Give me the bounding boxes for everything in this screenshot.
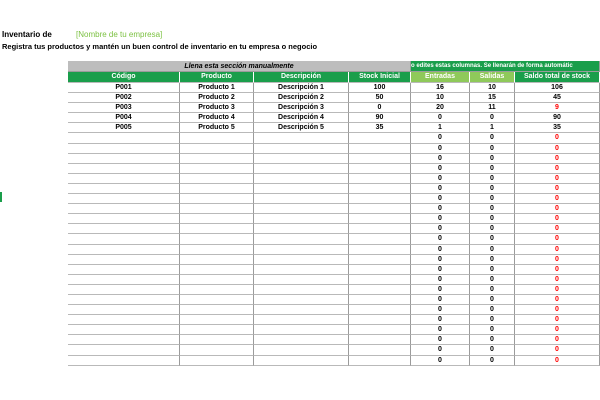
cell-exits[interactable]: 0 <box>470 325 515 335</box>
table-row <box>68 83 600 93</box>
cell-initial-stock[interactable] <box>349 255 411 265</box>
cell-total-stock[interactable]: 0 <box>515 184 600 194</box>
subtitle-row <box>0 41 600 52</box>
cell-initial-stock[interactable] <box>349 315 411 325</box>
cell-description[interactable] <box>254 214 349 224</box>
cell-initial-stock[interactable] <box>349 194 411 204</box>
cell-description[interactable] <box>254 275 349 285</box>
cell-code[interactable]: P005 <box>68 123 180 133</box>
cell-total-stock[interactable]: 0 <box>515 144 600 154</box>
cell-exits[interactable]: 0 <box>470 275 515 285</box>
cell-initial-stock[interactable]: 50 <box>349 93 411 103</box>
cell-total-stock[interactable]: 0 <box>515 214 600 224</box>
cell-total-stock[interactable]: 0 <box>515 255 600 265</box>
cell-description[interactable] <box>254 285 349 295</box>
table-row <box>68 335 600 345</box>
cell-product[interactable] <box>180 154 254 164</box>
table-row <box>68 123 600 133</box>
cell-product[interactable] <box>180 285 254 295</box>
cell-total-stock[interactable]: 45 <box>515 93 600 103</box>
cell-code[interactable] <box>68 245 180 255</box>
cell-initial-stock[interactable] <box>349 144 411 154</box>
cell-product[interactable] <box>180 335 254 345</box>
cell-product[interactable] <box>180 204 254 214</box>
cell-product[interactable] <box>180 315 254 325</box>
subtitle: Registra tus productos y mantén un buen control de inventario en tu empresa o negocio <box>2 42 318 51</box>
company-name-cell[interactable]: [Nombre de tu empresa] <box>76 30 163 39</box>
cell-description[interactable]: Descripción 5 <box>254 123 349 133</box>
row-marker <box>0 192 2 202</box>
cell-exits[interactable]: 0 <box>470 113 515 123</box>
cell-initial-stock[interactable] <box>349 234 411 244</box>
cell-entries[interactable]: 0 <box>411 275 470 285</box>
cell-exits[interactable]: 0 <box>470 234 515 244</box>
cell-entries[interactable]: 0 <box>411 245 470 255</box>
cell-total-stock[interactable]: 0 <box>515 356 600 366</box>
cell-product[interactable] <box>180 255 254 265</box>
table-row <box>68 174 600 184</box>
header-code[interactable]: Código <box>68 72 180 83</box>
cell-product[interactable]: Producto 1 <box>180 83 254 93</box>
cell-code[interactable] <box>68 194 180 204</box>
cell-entries[interactable]: 0 <box>411 285 470 295</box>
cell-initial-stock[interactable] <box>349 285 411 295</box>
cell-code[interactable] <box>68 315 180 325</box>
cell-entries[interactable]: 0 <box>411 184 470 194</box>
table-row <box>68 234 600 244</box>
header-exits[interactable]: Salidas <box>470 72 515 83</box>
header-total-stock[interactable]: Saldo total de stock <box>515 72 600 83</box>
cell-entries[interactable]: 0 <box>411 325 470 335</box>
cell-description[interactable] <box>254 345 349 355</box>
cell-code[interactable] <box>68 255 180 265</box>
cell-product[interactable] <box>180 133 254 143</box>
cell-exits[interactable]: 15 <box>470 93 515 103</box>
cell-total-stock[interactable]: 0 <box>515 133 600 143</box>
table-row <box>68 255 600 265</box>
cell-entries[interactable]: 0 <box>411 255 470 265</box>
cell-total-stock[interactable]: 0 <box>515 234 600 244</box>
cell-initial-stock[interactable] <box>349 356 411 366</box>
cell-product[interactable] <box>180 224 254 234</box>
cell-description[interactable] <box>254 133 349 143</box>
table-row <box>68 245 600 255</box>
cell-description[interactable] <box>254 335 349 345</box>
table-row <box>68 93 600 103</box>
cell-total-stock[interactable]: 0 <box>515 345 600 355</box>
cell-total-stock[interactable]: 35 <box>515 123 600 133</box>
cell-entries[interactable]: 0 <box>411 315 470 325</box>
cell-code[interactable] <box>68 184 180 194</box>
table-row <box>68 113 600 123</box>
cell-initial-stock[interactable] <box>349 204 411 214</box>
table-row <box>68 265 600 275</box>
cell-initial-stock[interactable]: 0 <box>349 103 411 113</box>
cell-entries[interactable]: 0 <box>411 295 470 305</box>
cell-code[interactable] <box>68 154 180 164</box>
cell-product[interactable] <box>180 164 254 174</box>
cell-description[interactable]: Descripción 2 <box>254 93 349 103</box>
cell-exits[interactable]: 0 <box>470 345 515 355</box>
cell-code[interactable] <box>68 144 180 154</box>
cell-total-stock[interactable]: 0 <box>515 315 600 325</box>
table-row <box>68 224 600 234</box>
cell-initial-stock[interactable] <box>349 184 411 194</box>
cell-total-stock[interactable]: 0 <box>515 335 600 345</box>
cell-code[interactable] <box>68 285 180 295</box>
cell-exits[interactable]: 0 <box>470 224 515 234</box>
cell-product[interactable] <box>180 275 254 285</box>
inventory-table <box>68 61 600 366</box>
cell-total-stock[interactable]: 0 <box>515 164 600 174</box>
header-initial-stock[interactable]: Stock Inicial <box>349 72 411 83</box>
cell-exits[interactable]: 0 <box>470 204 515 214</box>
cell-total-stock[interactable]: 106 <box>515 83 600 93</box>
cell-initial-stock[interactable]: 35 <box>349 123 411 133</box>
header-description[interactable]: Descripción <box>254 72 349 83</box>
cell-initial-stock[interactable] <box>349 174 411 184</box>
cell-entries[interactable]: 0 <box>411 214 470 224</box>
cell-exits[interactable]: 0 <box>470 164 515 174</box>
cell-code[interactable]: P001 <box>68 83 180 93</box>
cell-initial-stock[interactable]: 100 <box>349 83 411 93</box>
cell-code[interactable]: P004 <box>68 113 180 123</box>
table-row <box>68 133 600 143</box>
auto-section-banner: o edites estas columnas. Se llenarán de forma automátic <box>411 61 600 72</box>
cell-code[interactable] <box>68 234 180 244</box>
cell-product[interactable] <box>180 245 254 255</box>
cell-description[interactable] <box>254 224 349 234</box>
cell-code[interactable] <box>68 265 180 275</box>
cell-total-stock[interactable]: 0 <box>515 325 600 335</box>
cell-total-stock[interactable]: 0 <box>515 245 600 255</box>
cell-description[interactable] <box>254 325 349 335</box>
table-row <box>68 275 600 285</box>
cell-entries[interactable]: 0 <box>411 335 470 345</box>
cell-description[interactable] <box>254 204 349 214</box>
cell-initial-stock[interactable] <box>349 345 411 355</box>
cell-code[interactable] <box>68 325 180 335</box>
cell-entries[interactable]: 0 <box>411 356 470 366</box>
cell-product[interactable] <box>180 184 254 194</box>
cell-description[interactable] <box>254 184 349 194</box>
cell-total-stock[interactable]: 0 <box>515 275 600 285</box>
title-row <box>0 29 600 41</box>
cell-total-stock[interactable]: 0 <box>515 194 600 204</box>
cell-description[interactable]: Descripción 3 <box>254 103 349 113</box>
cell-product[interactable] <box>180 214 254 224</box>
table-row <box>68 315 600 325</box>
cell-entries[interactable]: 0 <box>411 164 470 174</box>
table-row <box>68 356 600 366</box>
cell-code[interactable] <box>68 345 180 355</box>
cell-exits[interactable]: 0 <box>470 184 515 194</box>
cell-initial-stock[interactable] <box>349 133 411 143</box>
cell-total-stock[interactable]: 0 <box>515 174 600 184</box>
cell-exits[interactable]: 0 <box>470 295 515 305</box>
cell-exits[interactable]: 0 <box>470 356 515 366</box>
cell-description[interactable] <box>254 265 349 275</box>
cell-exits[interactable]: 0 <box>470 174 515 184</box>
cell-code[interactable]: P002 <box>68 93 180 103</box>
cell-exits[interactable]: 0 <box>470 285 515 295</box>
cell-initial-stock[interactable] <box>349 295 411 305</box>
cell-exits[interactable]: 0 <box>470 255 515 265</box>
inventory-title: Inventario de <box>2 30 52 39</box>
header-row <box>68 72 600 83</box>
cell-total-stock[interactable]: 0 <box>515 305 600 315</box>
cell-exits[interactable]: 0 <box>470 194 515 204</box>
cell-description[interactable] <box>254 174 349 184</box>
cell-description[interactable] <box>254 315 349 325</box>
cell-entries[interactable]: 1 <box>411 123 470 133</box>
cell-exits[interactable]: 0 <box>470 144 515 154</box>
table-row <box>68 164 600 174</box>
cell-product[interactable]: Producto 4 <box>180 113 254 123</box>
cell-exits[interactable]: 0 <box>470 335 515 345</box>
cell-total-stock[interactable]: 0 <box>515 224 600 234</box>
cell-total-stock[interactable]: 0 <box>515 295 600 305</box>
cell-code[interactable] <box>68 204 180 214</box>
header-product[interactable]: Producto <box>180 72 254 83</box>
cell-product[interactable] <box>180 194 254 204</box>
cell-product[interactable]: Producto 5 <box>180 123 254 133</box>
cell-product[interactable] <box>180 265 254 275</box>
cell-total-stock[interactable]: 0 <box>515 285 600 295</box>
table-row <box>68 295 600 305</box>
cell-total-stock[interactable]: 0 <box>515 204 600 214</box>
cell-entries[interactable]: 0 <box>411 113 470 123</box>
cell-total-stock[interactable]: 9 <box>515 103 600 113</box>
cell-initial-stock[interactable] <box>349 335 411 345</box>
cell-description[interactable] <box>254 234 349 244</box>
banner-row <box>68 61 600 72</box>
table-row <box>68 305 600 315</box>
cell-entries[interactable]: 0 <box>411 174 470 184</box>
cell-entries[interactable]: 10 <box>411 93 470 103</box>
cell-description[interactable]: Descripción 4 <box>254 113 349 123</box>
cell-exits[interactable]: 0 <box>470 265 515 275</box>
table-row <box>68 214 600 224</box>
table-row <box>68 184 600 194</box>
cell-code[interactable] <box>68 335 180 345</box>
cell-description[interactable]: Descripción 1 <box>254 83 349 93</box>
cell-initial-stock[interactable] <box>349 154 411 164</box>
cell-code[interactable] <box>68 133 180 143</box>
cell-exits[interactable]: 0 <box>470 214 515 224</box>
cell-code[interactable] <box>68 275 180 285</box>
cell-description[interactable] <box>254 194 349 204</box>
cell-initial-stock[interactable] <box>349 214 411 224</box>
cell-exits[interactable]: 11 <box>470 103 515 113</box>
table-row <box>68 194 600 204</box>
cell-exits[interactable]: 0 <box>470 305 515 315</box>
table-row <box>68 144 600 154</box>
cell-entries[interactable]: 0 <box>411 133 470 143</box>
cell-initial-stock[interactable] <box>349 275 411 285</box>
cell-entries[interactable]: 0 <box>411 234 470 244</box>
cell-description[interactable] <box>254 144 349 154</box>
cell-initial-stock[interactable]: 90 <box>349 113 411 123</box>
cell-exits[interactable]: 0 <box>470 133 515 143</box>
cell-initial-stock[interactable] <box>349 305 411 315</box>
table-row <box>68 103 600 113</box>
cell-product[interactable] <box>180 174 254 184</box>
cell-entries[interactable]: 0 <box>411 345 470 355</box>
cell-initial-stock[interactable] <box>349 224 411 234</box>
cell-product[interactable] <box>180 144 254 154</box>
cell-description[interactable] <box>254 164 349 174</box>
table-row <box>68 154 600 164</box>
cell-entries[interactable]: 0 <box>411 194 470 204</box>
cell-code[interactable] <box>68 214 180 224</box>
cell-code[interactable] <box>68 295 180 305</box>
cell-total-stock[interactable]: 0 <box>515 154 600 164</box>
table-row <box>68 325 600 335</box>
cell-entries[interactable]: 0 <box>411 204 470 214</box>
cell-exits[interactable]: 0 <box>470 154 515 164</box>
cell-initial-stock[interactable] <box>349 245 411 255</box>
cell-entries[interactable]: 16 <box>411 83 470 93</box>
cell-code[interactable] <box>68 305 180 315</box>
table-row <box>68 285 600 295</box>
cell-initial-stock[interactable] <box>349 325 411 335</box>
cell-exits[interactable]: 0 <box>470 245 515 255</box>
cell-product[interactable] <box>180 295 254 305</box>
cell-entries[interactable]: 20 <box>411 103 470 113</box>
cell-description[interactable] <box>254 245 349 255</box>
cell-entries[interactable]: 0 <box>411 305 470 315</box>
cell-description[interactable] <box>254 305 349 315</box>
cell-exits[interactable]: 0 <box>470 315 515 325</box>
cell-product[interactable]: Producto 3 <box>180 103 254 113</box>
cell-product[interactable] <box>180 325 254 335</box>
cell-entries[interactable]: 0 <box>411 154 470 164</box>
header-entries[interactable]: Entradas <box>411 72 470 83</box>
cell-entries[interactable]: 0 <box>411 144 470 154</box>
manual-section-banner: Llena esta sección manualmente <box>68 61 411 72</box>
cell-entries[interactable]: 0 <box>411 265 470 275</box>
cell-code[interactable] <box>68 174 180 184</box>
cell-product[interactable] <box>180 305 254 315</box>
cell-total-stock[interactable]: 0 <box>515 265 600 275</box>
cell-description[interactable] <box>254 356 349 366</box>
table-row <box>68 345 600 355</box>
cell-product[interactable]: Producto 2 <box>180 93 254 103</box>
cell-product[interactable] <box>180 356 254 366</box>
cell-code[interactable] <box>68 356 180 366</box>
cell-product[interactable] <box>180 234 254 244</box>
cell-description[interactable] <box>254 255 349 265</box>
cell-product[interactable] <box>180 345 254 355</box>
cell-description[interactable] <box>254 154 349 164</box>
cell-code[interactable] <box>68 164 180 174</box>
cell-code[interactable] <box>68 224 180 234</box>
cell-exits[interactable]: 10 <box>470 83 515 93</box>
cell-exits[interactable]: 1 <box>470 123 515 133</box>
cell-entries[interactable]: 0 <box>411 224 470 234</box>
cell-initial-stock[interactable] <box>349 265 411 275</box>
cell-total-stock[interactable]: 90 <box>515 113 600 123</box>
table-row <box>68 204 600 214</box>
cell-description[interactable] <box>254 295 349 305</box>
cell-code[interactable]: P003 <box>68 103 180 113</box>
cell-initial-stock[interactable] <box>349 164 411 174</box>
